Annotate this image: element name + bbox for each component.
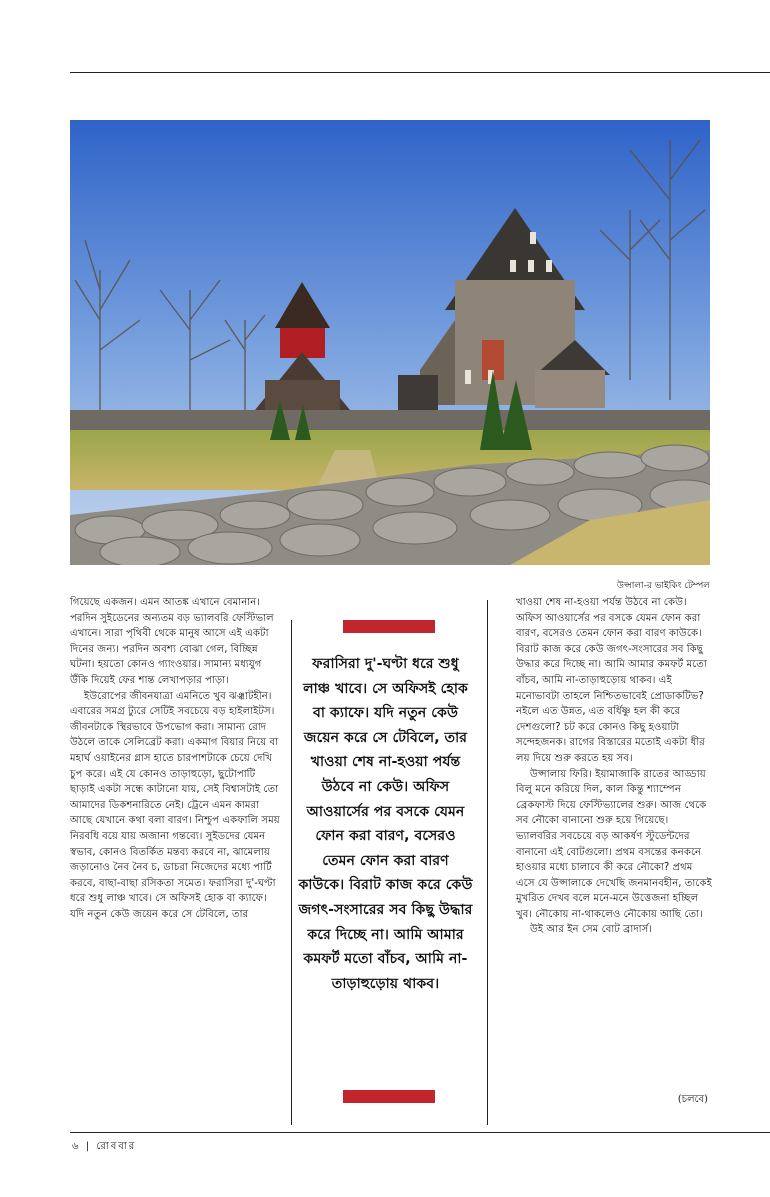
top-rule [70,72,770,73]
article-paragraph: উই আর ইন সেম বোট ব্রাদার্স। [530,924,653,936]
to-be-continued: (চলবে) [677,1094,708,1105]
pull-quote-bottom-bar [343,1090,435,1103]
pull-quote-text: ফরাসিরা দু'-ঘণ্টা ধরে শুধু লাঞ্চ খাবে। সে অফিসই হোক বা ক্যাফে। যদি নতুন কেউ জয়েন করে সে টেবিলে, তার খাওয়া শেষ না-হওয়া পর্যন্ত উঠবে না কেউ। অফিস আওয়ার্সের পর বসকে যেমন ফোন করা বারণ, বসেরও তেমন ফোন করা বারণ কাউকে। বিরাট কাজ করে কেউ জগৎ-সংসারের সব কিছু উদ্ধার করে দিচ্ছে না। আমি আমার কমফর্ট মতো বাঁচব, আমি না-তাড়াহুড়োয় থাকব। [298,656,473,992]
article-column-left [70,595,282,922]
page-number: ৬ [72,1141,81,1152]
column-divider [291,620,292,1125]
article-paragraph: ইউরোপের জীবনযাত্রা এমনিতে খুব ঝঞ্ঝাটহীন। এবারের সমগ্র ট্যুরে সেটিই সবচেয়ে বড় হাইলাইটস। জীবনটাকে স্থিরভাবে উপভোগ করা। সামান্য রোদ উঠলে তাকে সেলিব্রেট করা। একমাগ বিয়ার নিয়ে বা মহার্ঘ ওয়াইনের গ্লাস হাতে চারপাশটাকে চেয়ে দেখি চুপ করে। এই যে কোনও তাড়াহুড়ো, ছুটোপাটি ছাড়াই একটা সন্ধে কাটানো যায়, সেই বিশ্বাসটাই তো আমাদের ডিকশনারিতে নেই। ট্রেনে এমন কামরা আছে যেখানে কথা বলা বারণ। নিশ্চুপ একফালি সময় নিরবধি বয়ে যায় অজানা গন্তব্যে। সুইডদের যেমন স্বভাব, কোনও বিতর্কিত মন্তব্য করবে না, ঝামেলায় জড়ানোও নৈব নৈব চ, ডাচরা নিজেদের মধ্যে পার্টি করবে, বাছা-বাছা রসিকতা সমেত। ফরাসিরা দু'-ঘণ্টা ধরে শুধু লাঞ্চ খাবে। সে অফিসই হোক বা ক্যাফে। যদি নতুন কেউ জয়েন করে সে টেবিলে, তার [70,690,280,920]
column-divider [487,600,488,1125]
section-name: রোববার [96,1141,137,1152]
footer-rule [70,1132,770,1133]
article-column-right [516,595,712,938]
photo-caption: উপ্সালা-র ভাইকিং টেম্পল [616,581,710,591]
church-photo [70,120,710,565]
article-paragraph: খাওয়া শেষ না-হওয়া পর্যন্ত উঠবে না কেউ। অফিস আওয়ার্সের পর বসকে যেমন ফোন করা বারণ, বসেরও তেমন ফোন করা বারণ কাউকে। বিরাট কাজ করে কেউ জগৎ-সংসারের সব কিছু উদ্ধার করে দিচ্ছে না। আমি আমার কমফর্ট মতো বাঁচব, আমি না-তাড়াহুড়োয় থাকব। এই মনোভাবটা তাহলে নিশ্চিতভাবেই প্রোডাকটিভ? নইলে এত উন্নত, এত বর্ধিষ্ণু হল কী করে দেশগুলো? চট করে কোনও কিছু হওয়াটা সন্দেহজনক। রাগের বিস্তারের মতোই একটা ধীর লয় দিয়ে শুরু করতে হয় সব। [516,597,707,764]
pull-quote [298,620,473,1110]
article-paragraph: গিয়েছে একজন। এমন আতঙ্ক এখানে বেমানান। পরদিন সুইডেনের অন্যতম বড় ভ্যালবরি ফেস্টিভাল এখানে। সারা পৃথিবী থেকে মানুষ আসে এই একটা দিনের জন্য। পরদিন অবশ্য বোঝা গেল, বিচ্ছিন্ন ঘটনা। হয়তো কোনও গ্যাংওয়ার। সামান্য মধ্যযুগ উঁকি দিয়েই ফের শান্ত লেখাপড়ার পাড়া। [70,597,274,686]
pull-quote-top-bar [343,620,435,633]
footer-separator: | [85,1141,92,1152]
article-paragraph: উপ্সালায় ফিরি। ইয়ামাজাকি রাতের আড্ডায় বিলু মনে করিয়ে দিল, কাল কিন্তু শ্যাম্পেন ব্রেকফাস্ট দিয়ে ফেস্টিভ্যালের শুরু। আজ থেকে সব নৌকো বানানো শুরু হয়ে গিয়েছে। ভ্যালবরির সবচেয়ে বড় আকর্ষণ স্টুডেন্টদের বানানো এই বোটগুলো। প্রথম বসন্তের কনকনে হাওয়ার মধ্যে চালাবে কী করে নৌকো? প্রথম এসে যে উপ্সালাকে দেখেছি জনমানবহীন, তাকেই মুখরিত দেখব বলে মনে-মনে উত্তেজনা হচ্ছিল খুব। নৌকোয় না-থাকলেও নৌকোয় আছি তো। [516,768,712,920]
page-footer [72,1139,136,1156]
